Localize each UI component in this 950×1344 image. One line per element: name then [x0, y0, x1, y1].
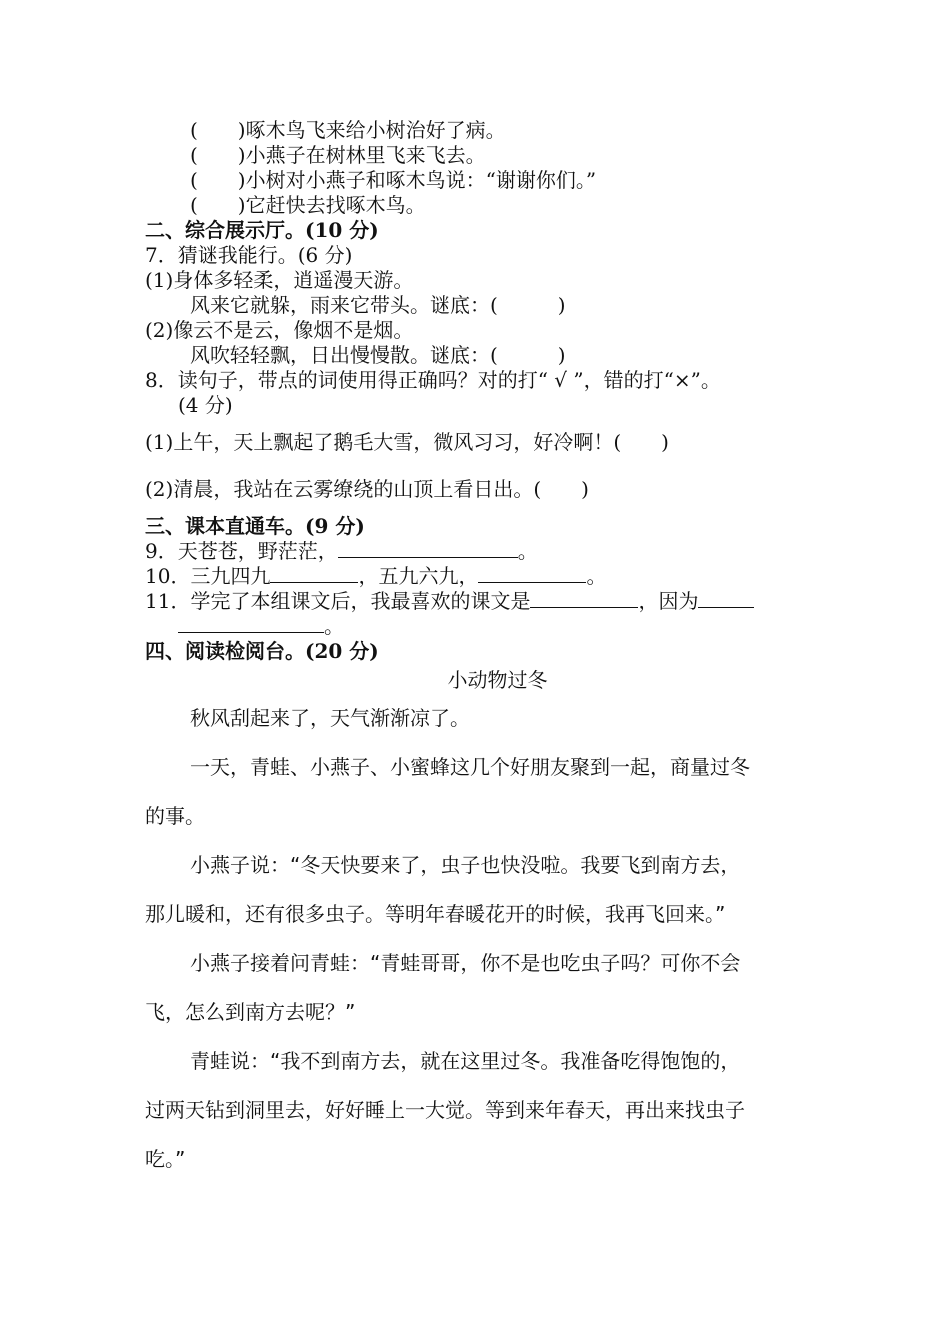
passage-line: 的事。 [145, 804, 205, 828]
passage-line: 小燕子说：“冬天快要来了，虫子也快没啦。我要飞到南方去， [190, 853, 741, 877]
question-11-text: 11．学完了本组课文后，我最喜欢的课文是 [145, 589, 531, 613]
riddle-1-line-1: (1)身体多轻柔，逍遥漫天游。 [145, 268, 414, 292]
answer-blank[interactable] [530, 589, 638, 608]
answer-blank[interactable] [178, 614, 324, 633]
passage-line: 那儿暖和，还有很多虫子。等明年春暖花开的时候，我再飞回来。” [145, 902, 726, 926]
question-10-text-2: ，五九六九， [358, 564, 479, 588]
order-item: ( )它赶快去找啄木鸟。 [190, 193, 426, 217]
worksheet-page [145, 118, 810, 1184]
answer-blank[interactable] [338, 539, 518, 558]
passage-line: 秋风刮起来了，天气渐渐凉了。 [190, 706, 470, 730]
riddle-1-line-2: 风来它就躲，雨来它带头。谜底：( ) [190, 293, 566, 317]
riddle-2-line-1: (2)像云不是云，像烟不是烟。 [145, 318, 414, 342]
question-9-text: 9．天苍苍，野茫茫， [145, 539, 338, 563]
answer-blank[interactable] [270, 564, 358, 583]
order-item: ( )小燕子在树林里飞来飞去。 [190, 143, 486, 167]
passage-line: 小燕子接着问青蛙：“青蛙哥哥，你不是也吃虫子吗？可你不会 [190, 951, 741, 975]
question-11-text-2: ，因为 [638, 589, 699, 613]
punctuation: 。 [586, 564, 607, 588]
passage-line: 一天，青蛙、小燕子、小蜜蜂这几个好朋友聚到一起，商量过冬 [190, 755, 750, 779]
passage-title: 小动物过冬 [447, 668, 548, 692]
punctuation: 。 [517, 539, 538, 563]
answer-blank[interactable] [698, 589, 754, 608]
question-7: 7．猜谜我能行。(6 分) [145, 243, 353, 267]
question-8-item-2: (2)清晨，我站在云雾缭绕的山顶上看日出。( ) [145, 477, 589, 501]
passage-line: 过两天钻到洞里去，好好睡上一大觉。等到来年春天，再出来找虫子 [145, 1098, 745, 1122]
question-10-text: 10．三九四九 [145, 564, 271, 588]
question-8-score: (4 分) [178, 393, 233, 417]
question-9 [145, 539, 810, 564]
order-item: ( )小树对小燕子和啄木鸟说：“谢谢你们。” [190, 168, 597, 192]
punctuation: 。 [324, 614, 344, 638]
passage-line: 青蛙说：“我不到南方去，就在这里过冬。我准备吃得饱饱的， [190, 1049, 741, 1073]
question-11-continued [145, 614, 810, 639]
question-8-item-1: (1)上午，天上飘起了鹅毛大雪，微风习习，好冷啊！( ) [145, 430, 669, 454]
passage-line: 吃。” [145, 1147, 186, 1171]
question-8: 8．读句子，带点的词使用得正确吗？对的打“ √ ”，错的打“×”。 [145, 368, 721, 392]
answer-blank[interactable] [478, 564, 586, 583]
riddle-2-line-2: 风吹轻轻飘，日出慢慢散。谜底：( ) [190, 343, 566, 367]
passage-body [145, 694, 810, 1184]
section-3-heading: 三、课本直通车。(9 分) [145, 514, 365, 538]
section-4-heading: 四、阅读检阅台。(20 分) [145, 639, 379, 663]
question-11 [145, 589, 810, 614]
question-10 [145, 564, 810, 589]
passage-line: 飞，怎么到南方去呢？” [145, 1000, 356, 1024]
order-item: ( )啄木鸟飞来给小树治好了病。 [190, 118, 506, 142]
section-2-heading: 二、综合展示厅。(10 分) [145, 218, 379, 242]
